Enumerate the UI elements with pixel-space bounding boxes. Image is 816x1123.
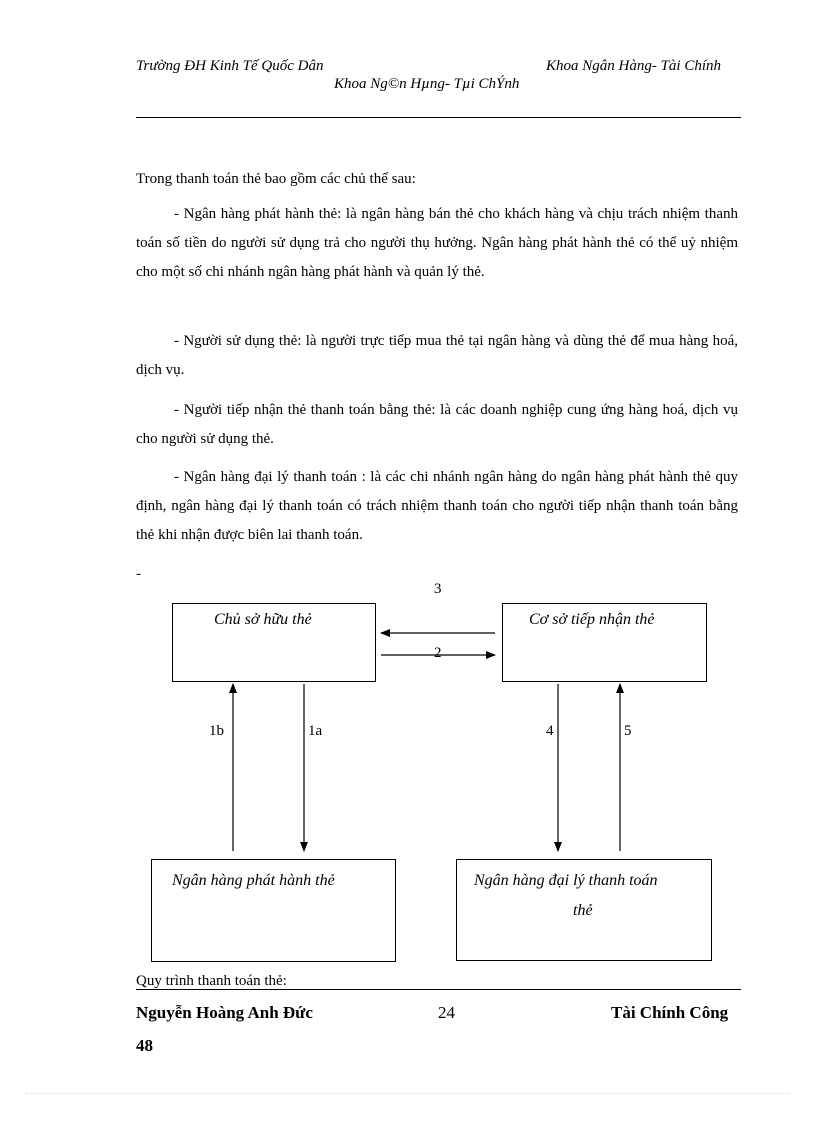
diagram-caption: Quy trình thanh toán thẻ: [136,973,287,989]
flow-label-3: 3 [434,581,442,597]
footer-author: Nguyễn Hoàng Anh Đức [136,1003,313,1022]
agent-bank-label-line2: thẻ [573,902,593,919]
intro-paragraph: Trong thanh toán thẻ bao gồm các chủ thể sau: [136,171,416,187]
agent-bank-box [456,859,712,961]
issuer-bank-label: Ngân hàng phát hành thẻ [172,872,335,889]
merchant-paragraph: - Người tiếp nhận thẻ thanh toán bằng thẻ: là các doanh nghiệp cung ứng hàng hoá, dịch vụ cho người sử dụng thẻ. [136,402,738,447]
page-number: 24 [438,1003,455,1022]
page-bottom-dotted-line [26,1093,790,1094]
issuer-bank-box [151,859,396,962]
issuer-paragraph: - Ngân hàng phát hành thẻ: là ngân hàng bán thẻ cho khách hàng và chịu trách nhiệm thanh toán số tiền do người sử dụng trả cho người thụ hưởng. Ngân hàng phát hành thẻ có thể uỷ nhiệm cho một số chi nhánh ngân hàng phát hành và quản lý thẻ. [136,206,738,280]
agent-bank-paragraph: - Ngân hàng đại lý thanh toán : là các chi nhánh ngân hàng do ngân hàng phát hành thẻ quy định, ngân hàng đại lý thanh toán có trách nhiệm thanh toán cho người tiếp nhận thanh toán bằng thẻ khi nhận được biên lai thanh toán. [136,469,738,543]
cardholder-box [172,603,376,682]
cardholder-paragraph: - Người sử dụng thẻ: là người trực tiếp mua thẻ tại ngân hàng và dùng thẻ để mua hàng hoá, dịch vụ. [136,333,738,378]
merchant-label: Cơ sở tiếp nhận thẻ [529,611,655,628]
header-school: Trường ĐH Kinh Tế Quốc Dân [136,58,324,74]
agent-bank-label: Ngân hàng đại lý thanh toán [474,872,658,889]
cardholder-label: Chủ sở hữu thẻ [214,611,312,628]
flow-label-1a: 1a [308,723,323,739]
footer-class: Tài Chính Công [611,1003,729,1022]
footer-rule [136,989,741,990]
flow-label-5: 5 [624,723,632,739]
footer-class-number: 48 [136,1036,153,1055]
merchant-box [502,603,707,682]
flow-label-4: 4 [546,723,554,739]
header-faculty: Khoa Ngân Hàng- Tài Chính [546,58,722,74]
dash-mark: - [136,566,141,582]
flow-label-1b: 1b [209,723,224,739]
flow-label-2: 2 [434,645,442,661]
header-faculty-garbled: Khoa Ng©n Hµng- Tµi ChÝnh [334,76,520,92]
